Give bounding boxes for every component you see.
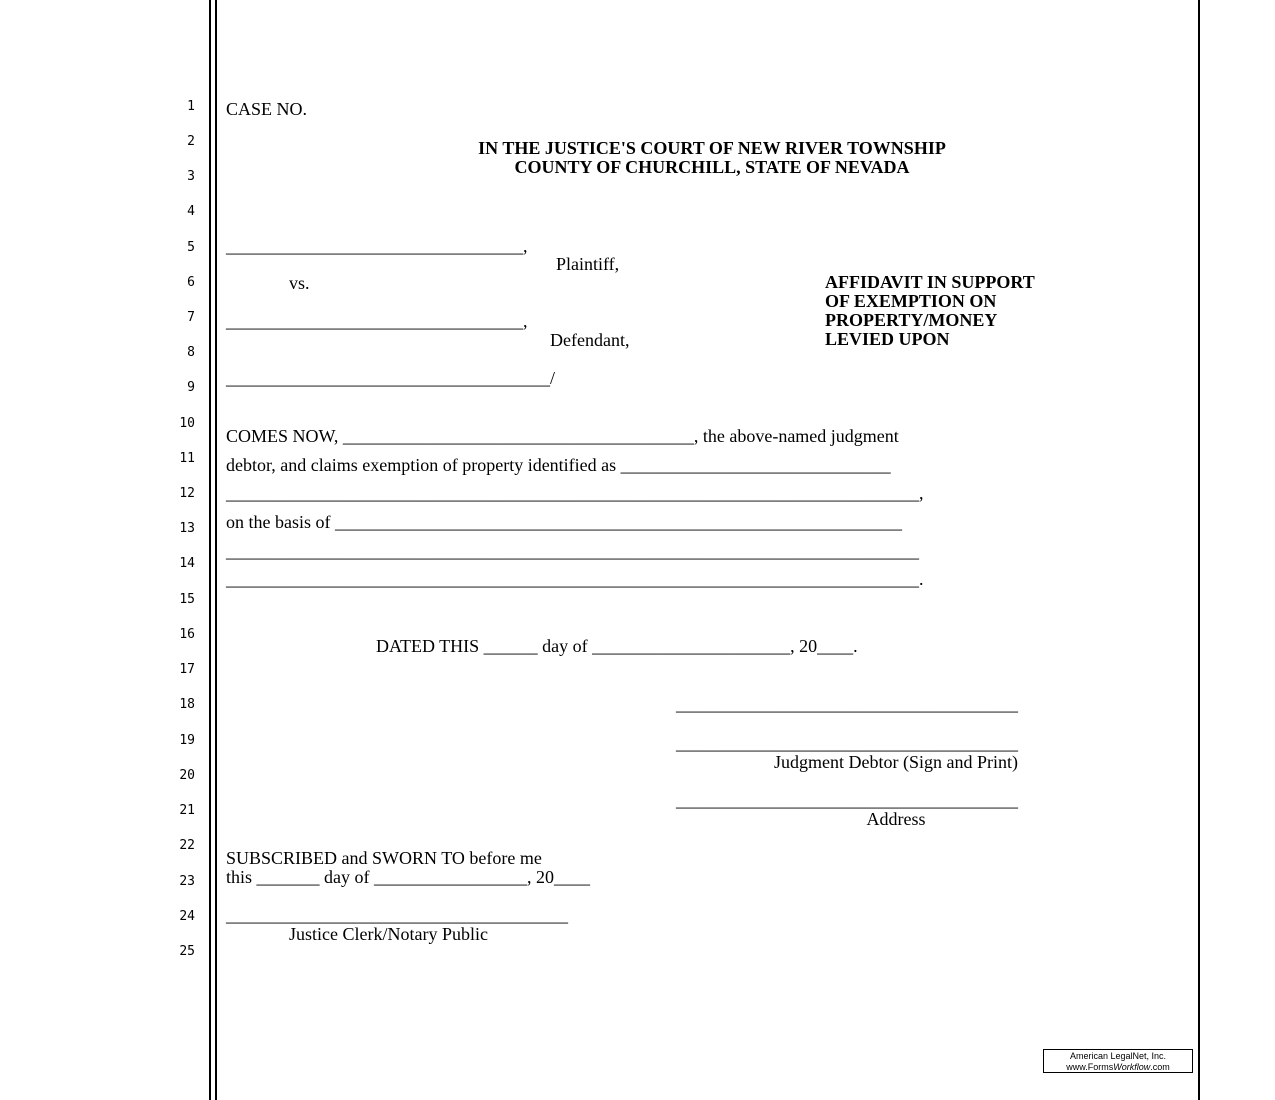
right-margin-line <box>1198 0 1200 1100</box>
publisher-url <box>1044 1062 1192 1073</box>
line-number: 24 <box>179 909 195 924</box>
line-number: 21 <box>179 803 195 818</box>
body-line-3[interactable]: _____________________________________________________________________________, <box>226 483 924 503</box>
court-heading-line2: COUNTY OF CHURCHILL, STATE OF NEVADA <box>514 157 910 177</box>
line-number: 19 <box>179 733 195 748</box>
publisher-url-suffix: .com <box>1150 1062 1170 1072</box>
line-number: 3 <box>187 169 195 184</box>
notary-signature-blank[interactable]: ______________________________________ <box>226 905 568 925</box>
line-number: 18 <box>179 697 195 712</box>
body-line-5[interactable]: _____________________________________________________________________________ <box>226 541 919 561</box>
notary-label: Justice Clerk/Notary Public <box>289 924 488 944</box>
line-number: 4 <box>187 204 195 219</box>
body-line-1[interactable]: COMES NOW, _______________________________________, the above-named judgment <box>226 426 899 446</box>
document-title-line2: OF EXEMPTION ON <box>825 291 997 311</box>
judgment-debtor-label: Judgment Debtor (Sign and Print) <box>774 752 1018 772</box>
left-margin-line-outer <box>209 0 211 1100</box>
line-number: 22 <box>179 838 195 853</box>
line-number: 12 <box>179 486 195 501</box>
line-number: 8 <box>187 345 195 360</box>
case-number-label: CASE NO. <box>226 99 308 119</box>
body-line-2[interactable]: debtor, and claims exemption of property identified as ______________________________ <box>226 455 891 475</box>
line-number: 6 <box>187 275 195 290</box>
line-number: 23 <box>179 874 195 889</box>
publisher-name: American LegalNet, Inc. <box>1069 1051 1167 1061</box>
address-blank[interactable]: ______________________________________ <box>676 790 1018 810</box>
plaintiff-label: Plaintiff, <box>556 254 620 274</box>
line-number: 5 <box>187 240 195 255</box>
line-number: 2 <box>187 134 195 149</box>
publisher-url-prefix: www.Forms <box>1066 1062 1114 1072</box>
line-number: 9 <box>187 380 195 395</box>
line-number: 10 <box>179 416 195 431</box>
line-number: 20 <box>179 768 195 783</box>
notary-line-1: SUBSCRIBED and SWORN TO before me <box>226 848 542 868</box>
line-number: 1 <box>187 99 195 114</box>
document-title-line3: PROPERTY/MONEY <box>825 310 998 330</box>
document-title-line4: LEVIED UPON <box>825 329 950 349</box>
line-number: 25 <box>179 944 195 959</box>
publisher-url-italic: Workflow <box>1113 1062 1151 1072</box>
defendant-label: Defendant, <box>550 330 630 350</box>
signature-blank-2[interactable]: ______________________________________ <box>676 733 1018 753</box>
left-margin-line-inner <box>215 0 217 1100</box>
vs-label: vs. <box>289 273 310 293</box>
line-number: 11 <box>179 451 195 466</box>
publisher-footer <box>1043 1049 1193 1073</box>
court-heading-line1: IN THE JUSTICE'S COURT OF NEW RIVER TOWNSHIP <box>478 138 946 158</box>
line-number: 17 <box>179 662 195 677</box>
notary-line-2[interactable]: this _______ day of _________________, 20____ <box>226 867 590 887</box>
body-line-6[interactable]: _____________________________________________________________________________. <box>226 569 924 589</box>
line-number: 13 <box>179 521 195 536</box>
line-number: 7 <box>187 310 195 325</box>
plaintiff-blank[interactable]: _________________________________, <box>226 236 528 256</box>
line-number: 16 <box>179 627 195 642</box>
body-line-4[interactable]: on the basis of _______________________________________________________________ <box>226 512 902 532</box>
address-label: Address <box>866 809 926 829</box>
document-title-line1: AFFIDAVIT IN SUPPORT <box>825 272 1035 292</box>
dated-line[interactable]: DATED THIS ______ day of ______________________, 20____. <box>376 636 858 656</box>
line-number: 14 <box>179 556 195 571</box>
caption-closing-blank: ____________________________________/ <box>226 368 556 388</box>
line-number: 15 <box>179 592 195 607</box>
defendant-blank[interactable]: _________________________________, <box>226 311 528 331</box>
signature-blank-1[interactable]: ______________________________________ <box>676 694 1018 714</box>
